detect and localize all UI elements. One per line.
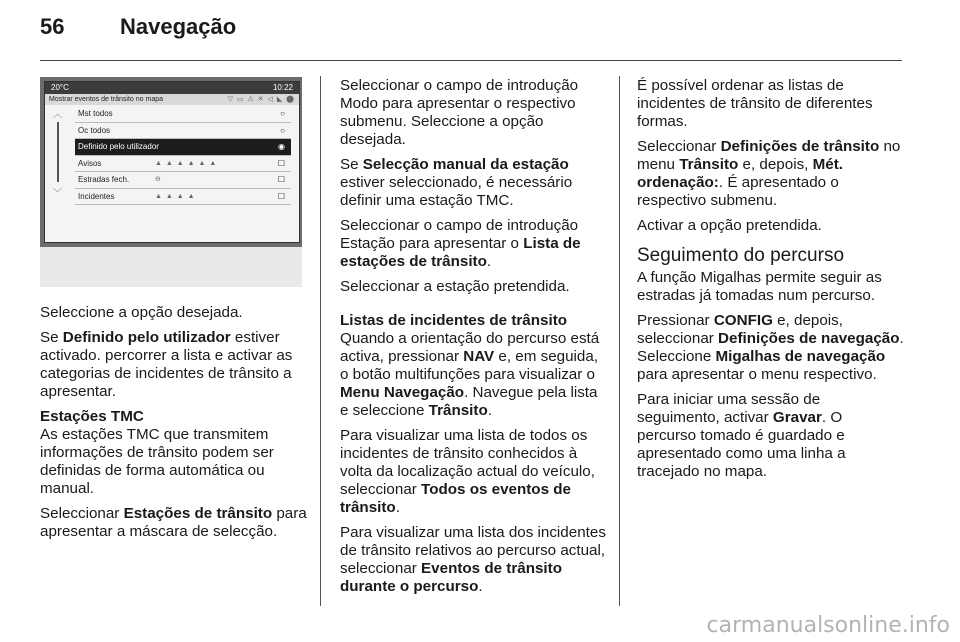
column-3 <box>637 77 905 488</box>
radio-icon: ○ <box>280 125 285 135</box>
paragraph: A função Migalhas permite seguir as estradas já tomadas num percurso. <box>637 269 882 304</box>
clock-readout: 10:22 <box>272 83 293 92</box>
paragraph: Seleccionar a estação pretendida. <box>340 278 570 295</box>
list-item[interactable] <box>75 172 291 189</box>
column-divider-1 <box>320 76 321 606</box>
list-item-label: Definido pelo utilizador <box>78 142 159 151</box>
paragraph: É possível ordenar as listas de incidentes de trânsito de diferentes formas. <box>637 77 873 130</box>
paragraph: Quando a orientação do percurso está activa, pressionar NAV e, em seguida, o botão multifunções para visualizar o Menu Navegação. Navegue pela lista e seleccione Trânsito. <box>340 330 600 419</box>
checkbox-icon: ☐ <box>277 191 285 201</box>
radio-icon: ○ <box>280 109 285 118</box>
paragraph: Para visualizar uma lista dos incidentes de trânsito relativos ao percurso actual, seleccionar Eventos de trânsito durante o percurso. <box>340 524 606 595</box>
scrollbar[interactable] <box>57 122 59 182</box>
paragraph: Seleccionar o campo de introdução Estação para apresentar o Lista de estações de trânsito. <box>340 217 581 270</box>
paragraph: Seleccionar Estações de trânsito para apresentar a máscara de selecção. <box>40 505 307 540</box>
list-item-label: Incidentes <box>78 191 115 201</box>
checkbox-icon: ☐ <box>277 175 285 184</box>
status-bar <box>45 82 299 94</box>
column-1 <box>40 304 308 548</box>
road-closed-icon: ⊖ <box>155 176 162 183</box>
list-item-selected[interactable] <box>75 139 291 156</box>
paragraph: Seleccionar o campo de introdução Modo para apresentar o respectivo submenu. Seleccione a opção desejada. <box>340 77 579 148</box>
list-item-label: Oc todos <box>78 125 111 135</box>
warning-icons: ▲ ▲ ▲ ▲ ▲ ▲ <box>155 159 218 167</box>
list-item-label: Avisos <box>78 158 102 168</box>
traffic-filter-icons: ▽ ▭ ⚠ ✕ ◁ ◣ ⬤ <box>227 96 295 103</box>
section-heading: Estações TMC <box>40 408 144 425</box>
page-header <box>40 14 902 54</box>
screen-frame <box>40 77 302 247</box>
checkbox-icon: ☐ <box>277 158 285 168</box>
scroll-down-icon[interactable]: ﹀ <box>53 188 63 198</box>
incident-icons: ▲ ▲ ▲ ▲ <box>155 192 196 200</box>
list-item[interactable] <box>75 106 291 123</box>
radio-selected-icon: ◉ <box>278 142 285 151</box>
temperature-readout: 20°C <box>51 83 69 92</box>
section-heading: Seguimento do percurso <box>637 245 845 266</box>
page-number: 56 <box>40 14 65 39</box>
screen-display <box>44 81 300 243</box>
list-item-label: Mst todos <box>78 109 113 118</box>
header-rule <box>40 60 902 61</box>
paragraph: Se Selecção manual da estação estiver seleccionado, é necessário definir uma estação TMC. <box>340 156 573 209</box>
scroll-up-icon[interactable]: ︿ <box>53 109 63 119</box>
list-item[interactable] <box>75 123 291 140</box>
infotainment-screenshot <box>40 77 302 287</box>
page-title: Navegação <box>120 14 237 39</box>
section-heading: Listas de incidentes de trânsito <box>340 312 568 329</box>
column-2 <box>340 77 608 603</box>
menu-title: Mostrar eventos de trânsito no mapa <box>49 96 164 103</box>
paragraph: Para iniciar uma sessão de seguimento, activar Gravar. O percurso tomado é guardado e apresentado como uma linha a tracejado no mapa. <box>637 391 846 480</box>
option-list <box>75 106 291 205</box>
list-item[interactable] <box>75 189 291 206</box>
menu-title-bar <box>45 94 299 105</box>
paragraph: Pressionar CONFIG e, depois, seleccionar Definições de navegação. Seleccione Migalhas de navegação para apresentar o menu respectivo. <box>637 312 904 383</box>
watermark: carmanualsonline.info <box>706 613 950 638</box>
paragraph: Seleccionar Definições de trânsito no menu Trânsito e, depois, Mét. ordenação:. É apresentado o respectivo submenu. <box>637 138 901 209</box>
paragraph: As estações TMC que transmitem informações de trânsito podem ser definidas de forma automática ou manual. <box>40 426 274 497</box>
paragraph: Para visualizar uma lista de todos os incidentes de trânsito conhecidos à volta da localização actual do veículo, seleccionar Todos os eventos de trânsito. <box>340 427 595 516</box>
column-divider-2 <box>619 76 620 606</box>
list-item-label: Estradas fech. <box>78 175 130 184</box>
list-item[interactable] <box>75 156 291 173</box>
paragraph: Se Definido pelo utilizador estiver activado. percorrer a lista e activar as categorias de incidentes de trânsito a apresentar. <box>40 329 293 400</box>
paragraph: Activar a opção pretendida. <box>637 217 822 234</box>
paragraph: Seleccione a opção desejada. <box>40 304 243 321</box>
